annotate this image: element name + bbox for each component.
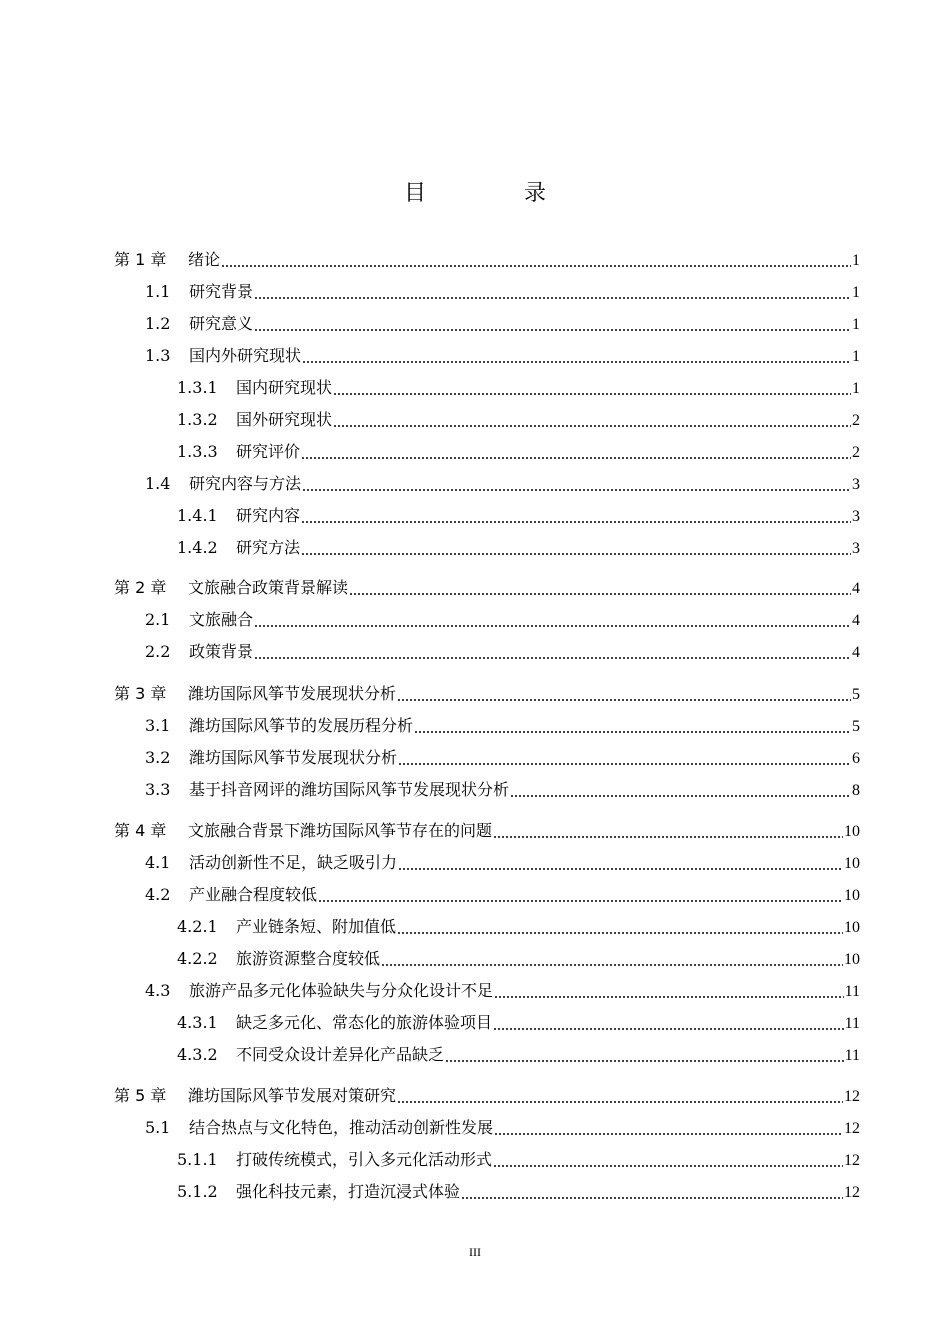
toc-entry-page: 5 — [852, 718, 860, 735]
toc-entry-page: 1 — [852, 316, 860, 333]
toc-entry-page: 3 — [852, 508, 860, 525]
toc-entry-title: 政策背景 — [189, 642, 254, 661]
toc-entry-title: 潍坊国际风筝节的发展历程分析 — [189, 716, 414, 735]
toc-section-entry[interactable] — [177, 1180, 860, 1205]
toc-section-entry[interactable] — [145, 344, 860, 369]
toc-section-entry[interactable] — [145, 640, 860, 665]
toc-entry-number: 4.2.1 — [177, 917, 218, 936]
toc-entry-page: 12 — [844, 1088, 860, 1105]
toc-entry-number: 第 2 章 — [114, 578, 167, 597]
dot-leader — [301, 553, 851, 555]
dot-leader — [381, 964, 843, 966]
toc-entry-title: 强化科技元素，打造沉浸式体验 — [236, 1182, 461, 1201]
toc-entry-title: 潍坊国际风筝节发展对策研究 — [188, 1086, 397, 1105]
dot-leader — [254, 625, 851, 627]
toc-entry-number: 5.1.1 — [177, 1150, 218, 1169]
toc-entry-number: 4.2 — [145, 885, 171, 904]
dot-leader — [301, 457, 851, 459]
toc-entry-title: 旅游资源整合度较低 — [236, 949, 381, 968]
toc-section-entry[interactable] — [177, 1148, 860, 1173]
dot-leader — [333, 425, 851, 427]
dot-leader — [302, 361, 851, 363]
toc-entry-title: 文旅融合政策背景解读 — [188, 578, 349, 597]
dot-leader — [302, 489, 851, 491]
toc-chapter-entry[interactable] — [114, 576, 860, 601]
toc-entry-title: 潍坊国际风筝节发展现状分析 — [188, 684, 397, 703]
toc-entry-number: 第 4 章 — [114, 821, 167, 840]
toc-section-entry[interactable] — [177, 947, 860, 972]
toc-entry-number: 1.1 — [145, 282, 171, 301]
dot-leader — [494, 996, 844, 998]
toc-entry-number: 3.1 — [145, 716, 171, 735]
dot-leader — [397, 932, 843, 934]
toc-entry-title: 活动创新性不足，缺乏吸引力 — [189, 853, 398, 872]
toc-entry-title: 研究方法 — [236, 538, 301, 557]
toc-entry-title: 不同受众设计差异化产品缺乏 — [236, 1045, 445, 1064]
toc-entry-page: 12 — [844, 1152, 860, 1169]
dot-leader — [254, 297, 851, 299]
toc-entry-page: 4 — [852, 580, 860, 597]
dot-leader — [461, 1197, 843, 1199]
toc-entry-page: 6 — [852, 750, 860, 767]
toc-entry-title: 旅游产品多元化体验缺失与分众化设计不足 — [189, 981, 494, 1000]
toc-entry-title: 研究背景 — [189, 282, 254, 301]
toc-entry-page: 1 — [852, 284, 860, 301]
dot-leader — [493, 836, 843, 838]
toc-section-entry[interactable] — [145, 312, 860, 337]
toc-entry-page: 4 — [852, 644, 860, 661]
dot-leader — [494, 1133, 843, 1135]
dot-leader — [493, 1028, 844, 1030]
toc-entry-number: 1.3 — [145, 346, 171, 365]
toc-entry-page: 1 — [852, 348, 860, 365]
toc-entry-page: 12 — [844, 1120, 860, 1137]
toc-entry-number: 3.2 — [145, 748, 171, 767]
toc-section-entry[interactable] — [145, 1116, 860, 1141]
toc-entry-title: 缺乏多元化、常态化的旅游体验项目 — [236, 1013, 493, 1032]
toc-entry-title: 研究内容与方法 — [189, 474, 302, 493]
toc-entry-title: 国内研究现状 — [236, 378, 333, 397]
toc-entry-page: 8 — [852, 782, 860, 799]
toc-section-entry[interactable] — [145, 280, 860, 305]
toc-entry-title: 研究内容 — [236, 506, 301, 525]
dot-leader — [445, 1060, 844, 1062]
toc-section-entry[interactable] — [177, 536, 860, 561]
toc-chapter-entry[interactable] — [114, 682, 860, 707]
toc-entry-title: 文旅融合背景下潍坊国际风筝节存在的问题 — [188, 821, 493, 840]
toc-entry-number: 4.3.1 — [177, 1013, 218, 1032]
toc-entry-title: 国外研究现状 — [236, 410, 333, 429]
toc-section-entry[interactable] — [177, 1043, 860, 1068]
toc-entry-number: 第 3 章 — [114, 684, 167, 703]
toc-entry-number: 5.1 — [145, 1118, 171, 1137]
page-title: 目 录 — [403, 181, 584, 206]
toc-entry-page: 1 — [852, 252, 860, 269]
toc-entry-page: 3 — [852, 540, 860, 557]
toc-entry-page: 10 — [844, 823, 860, 840]
toc-section-entry[interactable] — [145, 979, 860, 1004]
toc-chapter-entry[interactable] — [114, 1084, 860, 1109]
dot-leader — [414, 731, 851, 733]
toc-entry-page: 2 — [852, 412, 860, 429]
toc-section-entry[interactable] — [145, 883, 860, 908]
toc-entry-number: 第 5 章 — [114, 1086, 167, 1105]
toc-section-entry[interactable] — [177, 440, 860, 465]
toc-entry-number: 4.3 — [145, 981, 171, 1000]
toc-section-entry[interactable] — [145, 714, 860, 739]
toc-entry-number: 3.3 — [145, 780, 171, 799]
toc-entry-page: 1 — [852, 380, 860, 397]
toc-entry-number: 1.4.1 — [177, 506, 218, 525]
toc-section-entry[interactable] — [145, 472, 860, 497]
dot-leader — [254, 329, 851, 331]
toc-entry-title: 产业链条短、附加值低 — [236, 917, 397, 936]
toc-section-entry[interactable] — [145, 778, 860, 803]
toc-entry-page: 5 — [852, 686, 860, 703]
toc-chapter-entry[interactable] — [114, 248, 860, 273]
toc-entry-title: 研究意义 — [189, 314, 254, 333]
dot-leader — [221, 265, 851, 267]
toc-entry-page: 2 — [852, 444, 860, 461]
toc-entry-number: 1.3.1 — [177, 378, 218, 397]
toc-entry-title: 文旅融合 — [189, 610, 254, 629]
toc-entry-number: 1.2 — [145, 314, 171, 333]
toc-entry-page: 10 — [844, 855, 860, 872]
toc-chapter-entry[interactable] — [114, 819, 860, 844]
toc-entry-title: 研究评价 — [236, 442, 301, 461]
dot-leader — [510, 795, 851, 797]
toc-section-entry[interactable] — [177, 408, 860, 433]
toc-entry-page: 12 — [844, 1184, 860, 1201]
dot-leader — [349, 593, 851, 595]
toc-section-entry[interactable] — [145, 746, 860, 771]
toc-entry-number: 5.1.2 — [177, 1182, 218, 1201]
toc-entry-number: 2.2 — [145, 642, 171, 661]
toc-entry-number: 2.1 — [145, 610, 171, 629]
toc-entry-page: 11 — [844, 1015, 860, 1032]
toc-section-entry[interactable] — [177, 915, 860, 940]
toc-entry-title: 国内外研究现状 — [189, 346, 302, 365]
dot-leader — [398, 763, 851, 765]
toc-entry-page: 11 — [844, 983, 860, 1000]
toc-entry-number: 1.4 — [145, 474, 171, 493]
toc-entry-number: 1.4.2 — [177, 538, 218, 557]
toc-entry-number: 1.3.3 — [177, 442, 218, 461]
dot-leader — [254, 657, 851, 659]
toc-entry-title: 基于抖音网评的潍坊国际风筝节发展现状分析 — [189, 780, 510, 799]
toc-section-entry[interactable] — [177, 376, 860, 401]
toc-entry-page: 11 — [844, 1047, 860, 1064]
toc-entry-title: 打破传统模式，引入多元化活动形式 — [236, 1150, 493, 1169]
dot-leader — [333, 393, 851, 395]
toc-entry-number: 1.3.2 — [177, 410, 218, 429]
dot-leader — [318, 900, 843, 902]
toc-entry-title: 结合热点与文化特色，推动活动创新性发展 — [189, 1118, 494, 1137]
toc-entry-title: 潍坊国际风筝节发展现状分析 — [189, 748, 398, 767]
toc-entry-page: 3 — [852, 476, 860, 493]
toc-entry-page: 10 — [844, 919, 860, 936]
dot-leader — [493, 1165, 843, 1167]
toc-entry-page: 10 — [844, 887, 860, 904]
toc-entry-page: 4 — [852, 612, 860, 629]
toc-entry-page: 10 — [844, 951, 860, 968]
toc-section-entry[interactable] — [145, 608, 860, 633]
page-number: III — [469, 1245, 481, 1259]
toc-section-entry[interactable] — [177, 1011, 860, 1036]
dot-leader — [397, 1101, 843, 1103]
toc-section-entry[interactable] — [177, 504, 860, 529]
toc-entry-number: 4.1 — [145, 853, 171, 872]
toc-entry-title: 产业融合程度较低 — [189, 885, 318, 904]
toc-entry-title: 绪论 — [188, 250, 221, 269]
dot-leader — [301, 521, 851, 523]
dot-leader — [398, 868, 843, 870]
dot-leader — [397, 699, 851, 701]
toc-entry-number: 4.2.2 — [177, 949, 218, 968]
toc-entry-number: 第 1 章 — [114, 250, 167, 269]
toc-section-entry[interactable] — [145, 851, 860, 876]
toc-entry-number: 4.3.2 — [177, 1045, 218, 1064]
